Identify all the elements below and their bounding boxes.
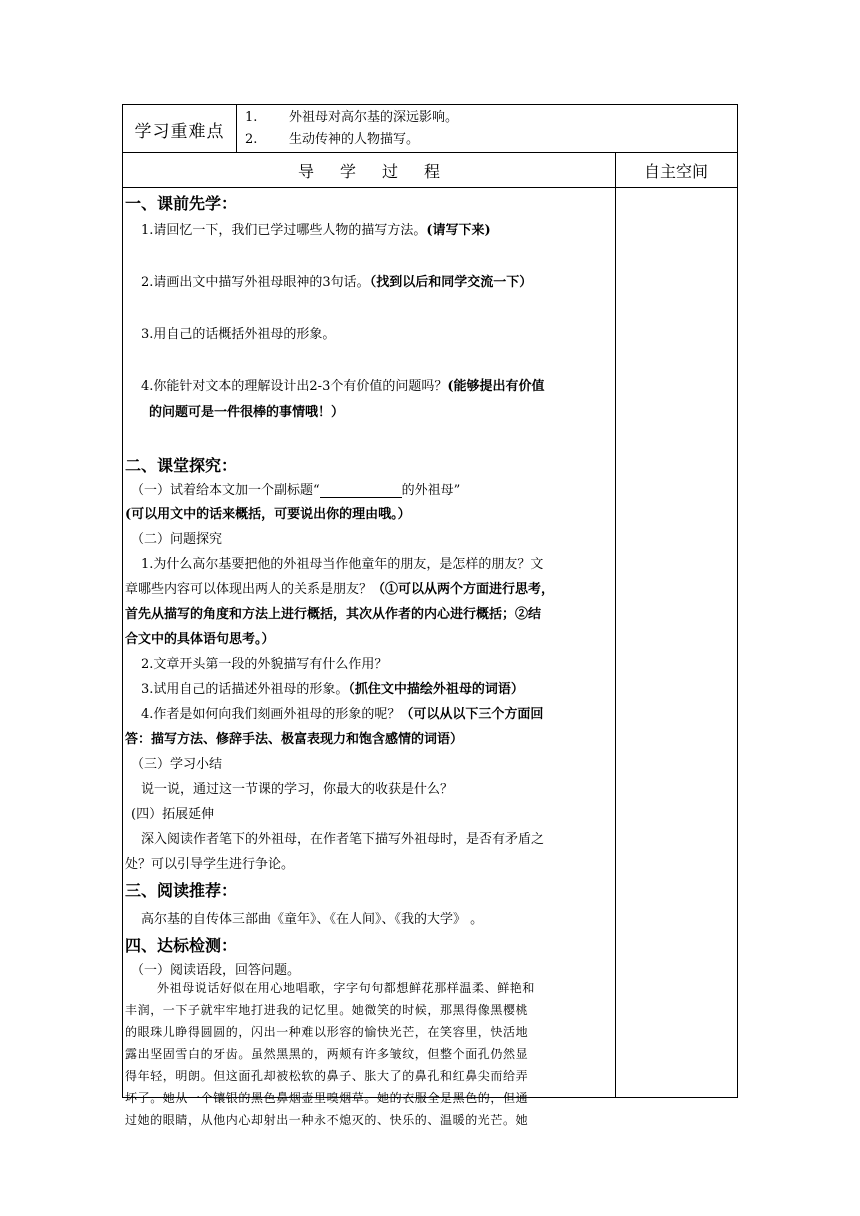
s2-extension-text: 深入阅读作者笔下的外祖母，在作者笔下描写外祖母时，是否有矛盾之	[141, 832, 545, 847]
s2-question-1-hint-end: 合文中的具体语句思考。）	[125, 632, 275, 647]
s2-question-1-hint: 首先从描写的角度和方法上进行概括，其次从作者的内心进行概括；②结	[125, 607, 542, 622]
process-header: 导学过程	[297, 161, 466, 181]
s2-question-1-cont: 章哪些内容可以体现出两人的关系是朋友？（①可以从两个方面进行思考，	[125, 582, 555, 597]
s4-part-1-title: （一）阅读语段，回答问题。	[131, 963, 301, 978]
s2-extension-text-cont: 处？可以引导学生进行争论。	[125, 857, 295, 872]
reading-passage-line: 丰润，一下子就牢牢地打进我的记忆里。她微笑的时候，那黑得像黑樱桃	[125, 1003, 529, 1017]
s1-question-1: 1.请回忆一下，我们已学过哪些人物的描写方法。(请写下来)	[141, 223, 491, 238]
section-4-title: 四、达标检测：	[125, 936, 238, 955]
key-points-list	[237, 105, 737, 155]
section-1-title: 一、课前先学：	[125, 194, 238, 213]
s2-question-4: 4.作者是如何向我们刻画外祖母的形象的呢？（可以从以下三个方面回	[141, 707, 544, 722]
reading-passage-line: 得年轻，明朗。但这面孔却被松软的鼻子、胀大了的鼻孔和红鼻尖而给弄	[125, 1069, 529, 1083]
s2-summary-question: 说一说，通过这一节课的学习，你最大的收获是什么？	[141, 782, 454, 797]
reading-passage-line: 的眼珠儿睁得圆圆的，闪出一种难以形容的愉快光芒，在笑容里，快活地	[125, 1025, 529, 1039]
s1-question-2: 2.请画出文中描写外祖母眼神的3句话。（找到以后和同学交流一下）	[141, 275, 533, 290]
key-point-1: 1. 外祖母对高尔基的深远影响。	[245, 110, 459, 125]
s1-question-4: 4.你能针对文本的理解设计出2-3个有价值的问题吗？(能够提出有价值	[141, 379, 545, 394]
reading-passage-line: 坏了。她从一个镶银的黑色鼻烟壶里嗅烟草。她的衣服全是黑色的，但通	[125, 1091, 529, 1105]
s3-reading-text: 高尔基的自传体三部曲《童年》、《在人间》、《我的大学》 。	[141, 912, 484, 927]
column-divider	[615, 153, 616, 1097]
reading-passage-line: 外祖母说话好似在用心地唱歌，字字句句都想鲜花那样温柔、鲜艳和	[157, 981, 536, 995]
s2-question-2: 2.文章开头第一段的外貌描写有什么作用？	[141, 657, 388, 672]
s2-part-4-title: (四）拓展延伸	[131, 807, 215, 822]
key-point-2: 2. 生动传神的人物描写。	[245, 132, 420, 147]
s2-part-2-title: （二）问题探究	[131, 532, 223, 547]
key-points-table	[122, 104, 738, 152]
s1-question-3: 3.用自己的话概括外祖母的形象。	[141, 327, 336, 342]
subtitle-blank[interactable]	[320, 485, 402, 498]
s2-part-3-title: （三）学习小结	[131, 757, 223, 772]
s2-question-1: 1.为什么高尔基要把他的外祖母当作他童年的朋友，是怎样的朋友？文	[141, 557, 544, 572]
reading-passage-line: 露出坚固雪白的牙齿。虽然黑黑的，两颊有许多皱纹，但整个面孔仍然显	[125, 1047, 529, 1061]
self-space-header: 自主空间	[643, 161, 708, 181]
section-2-title: 二、课堂探究：	[125, 456, 238, 475]
table-header	[123, 153, 737, 188]
s2-question-4-hint: 答：描写方法、修辞手法、极富表现力和饱含感情的词语）	[125, 732, 464, 747]
key-points-label: 学习重难点	[123, 105, 237, 153]
guided-learning-table	[122, 152, 738, 1127]
s1-question-4-hint: 的问题可是一件很棒的事情哦！）	[149, 405, 345, 420]
reading-passage-line: 过她的眼睛，从他内心却射出一种永不熄灭的、快乐的、温暖的光芒。她	[125, 1113, 529, 1127]
s2-question-3: 3.试用自己的话描述外祖母的形象。（抓住文中描绘外祖母的词语）	[141, 682, 524, 697]
section-3-title: 三、阅读推荐：	[125, 881, 238, 900]
s2-subtitle-task: （一）试着给本文加一个副标题“ 的外祖母”	[131, 483, 461, 498]
s2-subtitle-hint: (可以用文中的话来概括，可要说出你的理由哦。）	[125, 507, 411, 522]
